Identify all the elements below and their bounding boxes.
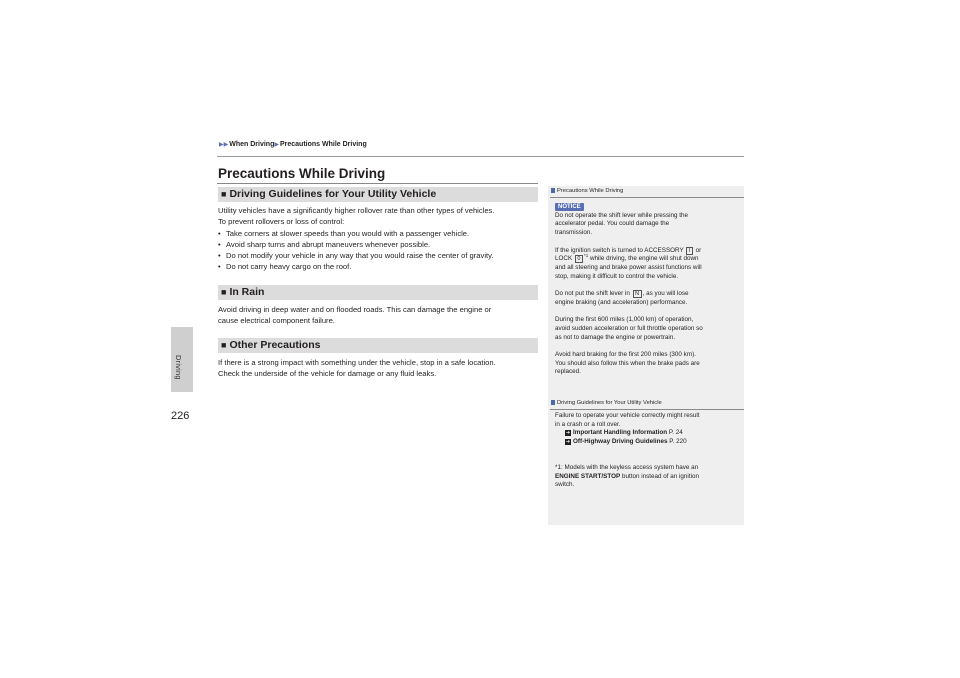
square-bullet-icon: ■ [221,287,227,297]
ignition-text: or [695,246,702,254]
note-title-rule [550,197,744,198]
other-line2: Check the underside of the vehicle for damage or any fluid leaks. [218,369,437,379]
reference-arrow-icon: ➜ [565,439,571,446]
footnote-text: button instead of an ignition [621,472,699,480]
lock-key-icon: 0 [575,255,583,263]
breadcrumb-item-when-driving[interactable]: When Driving [229,141,275,148]
breakin-line: as not to damage the engine or powertrain. [555,333,676,341]
note-title-guidelines [551,400,662,406]
section-heading-text: Other Precautions [229,339,321,351]
guidelines-line1: Utility vehicles have a significantly higher rollover rate than other types of vehicles. [218,206,495,215]
ignition-text: If the ignition switch is turned to ACCESSORY [555,246,684,254]
cross-reference-2[interactable] [555,438,741,447]
title-rule [217,183,538,184]
note-title-text: Driving Guidelines for Your Utility Vehicle [557,400,662,406]
guidelines-line2: To prevent rollovers or loss of control: [218,217,345,227]
reference-page: P. 24 [668,429,683,437]
failure-line: Failure to operate your vehicle correctly might result [555,412,700,419]
ignition-text: while driving, the engine will shut down [589,255,699,263]
header-rule [217,156,744,157]
note-marker-icon [551,188,555,193]
accessory-key-icon: I [686,247,693,255]
brake-line: You should also follow this when the brake pads are [555,359,700,367]
notice-line: Do not operate the shift lever while pressing the [555,211,689,219]
reference-arrow-icon: ➜ [565,430,571,437]
section-heading-other [218,338,538,353]
reference-link[interactable]: Off-Highway Driving Guidelines [573,438,668,446]
square-bullet-icon: ■ [221,189,227,199]
shift-text: , as you will lose [642,290,689,297]
footnote-ref: *1 [583,253,589,259]
note-title-text: Precautions While Driving [557,188,624,194]
note-title-rule [550,409,744,410]
rain-line2: cause electrical component failure. [218,316,335,326]
brake-line: Avoid hard braking for the first 200 miles (300 km). [555,350,696,358]
neutral-key-icon: N [633,290,642,298]
shift-line2: engine braking (and acceleration) performance. [555,298,688,306]
engine-start-stop-label: ENGINE START/STOP [555,472,621,480]
ignition-line3: and all steering and brake power assist functions will [555,263,702,271]
footnote-line: *1: Models with the keyless access system have an [555,463,699,471]
section-heading-text: Driving Guidelines for Your Utility Vehicle [229,188,437,200]
other-line1: If there is a strong impact with something under the vehicle, stop in a safe location. [218,358,496,367]
rain-body [218,304,540,327]
section-heading-text: In Rain [229,286,265,298]
shift-line1 [555,290,741,299]
cross-reference-1[interactable] [555,429,741,438]
ignition-line2 [555,255,741,264]
section-heading-rain [218,285,538,300]
page-title: Precautions While Driving [218,166,386,181]
note2-body [555,412,741,490]
square-bullet-icon: ■ [221,340,227,350]
list-item: • Take corners at slower speeds than you would with a passenger vehicle. [218,228,540,239]
list-item: • Avoid sharp turns and abrupt maneuvers whenever possible. [218,239,540,250]
ignition-text: LOCK [555,255,573,263]
footnote-line [555,473,741,482]
breadcrumb [219,141,367,148]
breadcrumb-item-precautions[interactable]: Precautions While Driving [279,141,367,148]
rain-line1: Avoid driving in deep water and on flooded roads. This can damage the engine or [218,305,492,314]
list-item: • Do not carry heavy cargo on the roof. [218,261,540,272]
list-item: • Do not modify your vehicle in any way that you would raise the center of gravity. [218,250,540,261]
brake-line: replaced. [555,368,581,376]
shift-text: Do not put the shift lever in [555,290,630,297]
breadcrumb-arrow-icon: ▶ [274,142,279,148]
footnote-line: switch. [555,481,575,489]
notice-line: accelerator pedal. You could damage the [555,220,670,228]
breakin-line: avoid sudden acceleration or full throttle operation so [555,324,703,332]
notice-line: transmission. [555,229,593,237]
section-heading-guidelines [218,187,538,202]
breakin-line: During the first 600 miles (1,000 km) of operation, [555,316,694,324]
page-number: 226 [171,410,190,422]
notice-badge: NOTICE [555,203,584,211]
note-marker-icon [551,400,555,405]
note1-body [555,203,741,377]
note-title-precautions [551,188,623,194]
breadcrumb-arrow-icon: ▶▶ [219,142,229,148]
chapter-label: Driving [174,355,183,380]
guidelines-list [218,228,540,273]
failure-line: in a crash or a roll over. [555,420,621,428]
ignition-line4: stop, making it difficult to control the vehicle. [555,272,679,280]
other-body [218,357,540,380]
reference-page: P. 220 [669,438,687,446]
reference-link[interactable]: Important Handling Information [573,429,668,437]
guidelines-body [218,205,540,273]
